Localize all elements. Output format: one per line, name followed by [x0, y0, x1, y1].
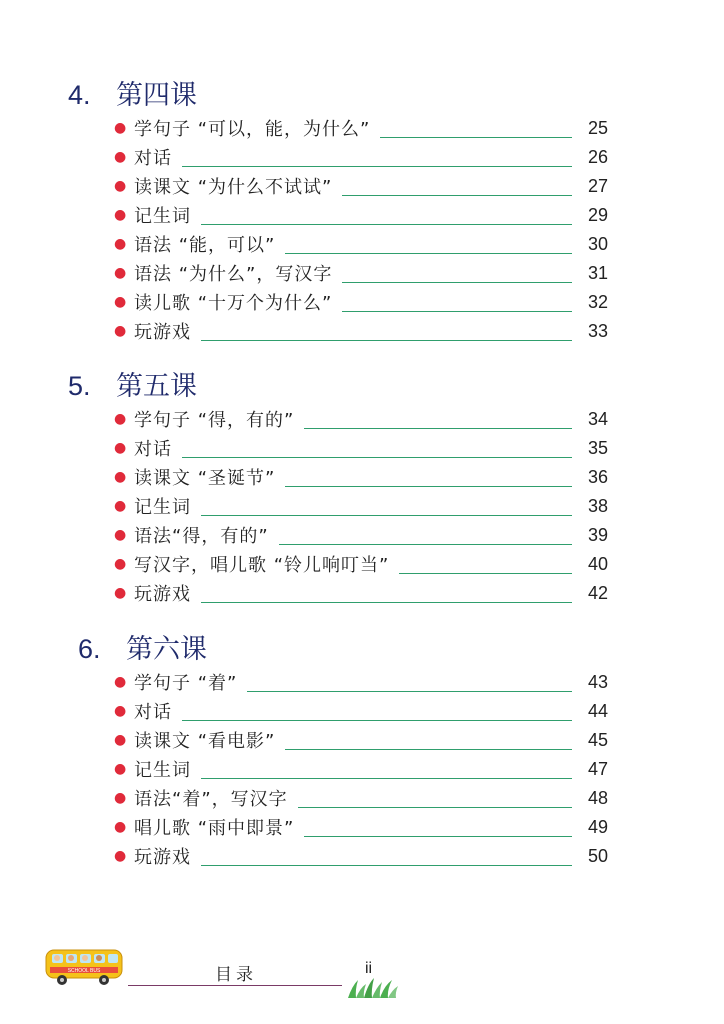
- toc-entry[interactable]: [114, 670, 608, 694]
- bullet-icon: ●: [114, 323, 127, 339]
- leader-line: [399, 555, 572, 574]
- leader-line: [201, 584, 572, 603]
- footer-page-number: ii: [365, 960, 373, 977]
- lesson-number: 4.: [68, 80, 91, 110]
- bullet-icon: ●: [114, 149, 127, 165]
- page-number: 31: [587, 262, 608, 283]
- page-number: 48: [587, 787, 608, 808]
- leader-line: [304, 410, 572, 429]
- toc-entry[interactable]: [114, 699, 608, 723]
- bullet-icon: ●: [114, 207, 127, 223]
- entry-title: 记生词: [134, 497, 191, 518]
- entry-title: 语法“得，有的”: [134, 526, 269, 547]
- page-number: 47: [587, 758, 608, 779]
- leader-line: [201, 497, 572, 516]
- bullet-icon: ●: [114, 819, 127, 835]
- toc-entry[interactable]: [114, 319, 608, 343]
- bullet-icon: ●: [114, 761, 127, 777]
- page-number: 49: [587, 816, 608, 837]
- leader-line: [182, 148, 572, 167]
- bullet-icon: ●: [114, 732, 127, 748]
- entry-title: 读儿歌 “十万个为什么”: [134, 293, 333, 314]
- page-number: 27: [587, 175, 608, 196]
- entry-title: 对话: [134, 702, 172, 723]
- school-bus-icon: [44, 944, 126, 988]
- toc-entry[interactable]: [114, 145, 608, 169]
- page-number: 29: [587, 204, 608, 225]
- leader-line: [201, 322, 572, 341]
- toc-entry[interactable]: [114, 786, 608, 810]
- page-number: 43: [587, 671, 608, 692]
- leader-line: [342, 264, 572, 283]
- page-number: 32: [587, 291, 608, 312]
- entry-title: 写汉字，唱儿歌 “铃儿响叮当”: [134, 555, 390, 576]
- toc-entry[interactable]: [114, 844, 608, 868]
- entry-title: 读课文 “为什么不试试”: [134, 177, 333, 198]
- bus-label: SCHOOL BUS: [67, 968, 101, 974]
- lesson-title: 第四课: [116, 80, 197, 111]
- entry-title: 学句子 “得，有的”: [134, 410, 295, 431]
- page-number: 35: [587, 437, 608, 458]
- lesson-title: 第六课: [126, 634, 207, 665]
- bullet-icon: ●: [114, 294, 127, 310]
- bullet-icon: ●: [114, 790, 127, 806]
- entry-title: 对话: [134, 148, 172, 169]
- bullet-icon: ●: [114, 585, 127, 601]
- leader-line: [304, 818, 572, 837]
- bullet-icon: ●: [114, 265, 127, 281]
- entry-title: 语法 “为什么”，写汉字: [134, 264, 333, 285]
- entry-title: 玩游戏: [134, 847, 191, 868]
- toc-entry[interactable]: [114, 552, 608, 576]
- toc-entry[interactable]: [114, 174, 608, 198]
- bullet-icon: ●: [114, 556, 127, 572]
- bullet-icon: ●: [114, 236, 127, 252]
- toc-entry[interactable]: [114, 581, 608, 605]
- entry-title: 唱儿歌 “雨中即景”: [134, 818, 295, 839]
- toc-entry[interactable]: [114, 407, 608, 431]
- bullet-icon: ●: [114, 703, 127, 719]
- leader-line: [285, 468, 572, 487]
- toc-entry[interactable]: [114, 290, 608, 314]
- leader-line: [247, 673, 572, 692]
- leader-line: [285, 731, 572, 750]
- leader-line: [182, 702, 572, 721]
- lesson-title: 第五课: [116, 371, 197, 402]
- leader-line: [285, 235, 572, 254]
- toc-entry[interactable]: [114, 815, 608, 839]
- entry-title: 玩游戏: [134, 322, 191, 343]
- entry-title: 读课文 “圣诞节”: [134, 468, 276, 489]
- entry-title: 读课文 “看电影”: [134, 731, 276, 752]
- toc-entry[interactable]: [114, 116, 608, 140]
- toc-entry[interactable]: [114, 465, 608, 489]
- toc-entry[interactable]: [114, 757, 608, 781]
- footer-section-label: 目录: [215, 965, 257, 985]
- page-number: 34: [587, 408, 608, 429]
- toc-entry[interactable]: [114, 728, 608, 752]
- bullet-icon: ●: [114, 527, 127, 543]
- leader-line: [201, 847, 572, 866]
- page-number: 36: [587, 466, 608, 487]
- toc-entry[interactable]: [114, 494, 608, 518]
- bullet-icon: ●: [114, 674, 127, 690]
- page-number: 38: [587, 495, 608, 516]
- entry-title: 语法“着”，写汉字: [134, 789, 288, 810]
- entry-title: 学句子 “着”: [134, 673, 238, 694]
- leader-line: [342, 177, 572, 196]
- bullet-icon: ●: [114, 848, 127, 864]
- page-number: 42: [587, 582, 608, 603]
- page-number: 39: [587, 524, 608, 545]
- page-number: 30: [587, 233, 608, 254]
- bullet-icon: ●: [114, 411, 127, 427]
- bullet-icon: ●: [114, 178, 127, 194]
- page-number: 33: [587, 320, 608, 341]
- lesson-number: 5.: [68, 371, 91, 401]
- leader-line: [342, 293, 572, 312]
- page-number: 40: [587, 553, 608, 574]
- entry-title: 学句子 “可以，能，为什么”: [134, 119, 371, 140]
- page-number: 50: [587, 845, 608, 866]
- lesson-6-heading: [78, 634, 207, 665]
- leader-line: [298, 789, 572, 808]
- bullet-icon: ●: [114, 120, 127, 136]
- bullet-icon: ●: [114, 498, 127, 514]
- leader-line: [182, 439, 572, 458]
- entry-title: 记生词: [134, 206, 191, 227]
- entry-title: 语法 “能，可以”: [134, 235, 276, 256]
- leader-line: [380, 119, 572, 138]
- toc-entry[interactable]: [114, 203, 608, 227]
- toc-entry[interactable]: [114, 436, 608, 460]
- lesson-number: 6.: [78, 634, 101, 664]
- leader-line: [201, 206, 572, 225]
- toc-entry[interactable]: [114, 261, 608, 285]
- bullet-icon: ●: [114, 469, 127, 485]
- grass-icon: [346, 978, 400, 1000]
- lesson-4-heading: [68, 80, 197, 111]
- page-number: 26: [587, 146, 608, 167]
- leader-line: [279, 526, 572, 545]
- page-number: 25: [587, 117, 608, 138]
- bullet-icon: ●: [114, 440, 127, 456]
- toc-entry[interactable]: [114, 232, 608, 256]
- entry-title: 对话: [134, 439, 172, 460]
- entry-title: 玩游戏: [134, 584, 191, 605]
- entry-title: 记生词: [134, 760, 191, 781]
- toc-entry[interactable]: [114, 523, 608, 547]
- page-number: 45: [587, 729, 608, 750]
- leader-line: [201, 760, 572, 779]
- page-number: 44: [587, 700, 608, 721]
- lesson-5-heading: [68, 371, 197, 402]
- footer-divider: [128, 985, 342, 986]
